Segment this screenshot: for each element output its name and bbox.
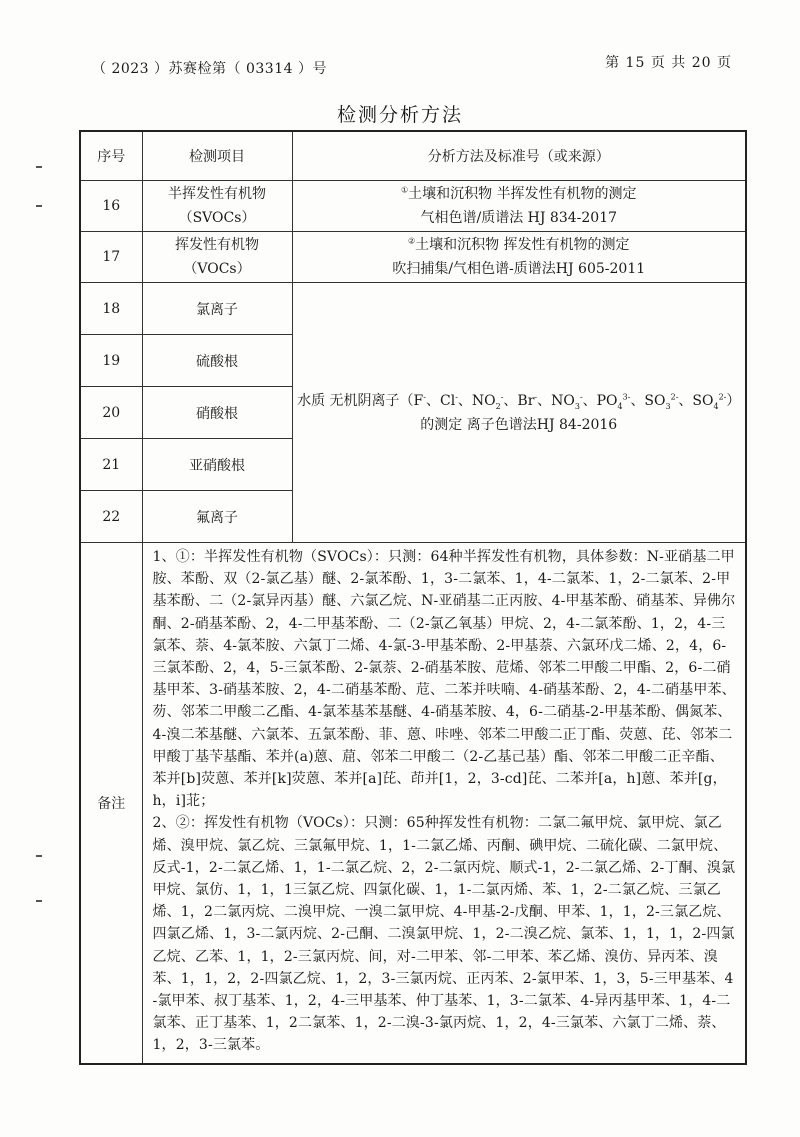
- method-cell: [292, 232, 746, 283]
- table-row: [80, 181, 746, 232]
- header-no: 序号: [80, 131, 142, 181]
- ion-method-line-2: 的测定 离子色谱法HJ 84-2016: [420, 416, 618, 433]
- row-number: 22: [80, 491, 142, 543]
- test-item: 硝酸根: [142, 387, 292, 439]
- table-row: [80, 283, 746, 335]
- remark-svocs: 1、①：半挥发性有机物（SVOCs）：只测：64种半挥发性有机物，具体参数：N-亚硝基二甲胺、苯酚、双（2-氯乙基）醚、2-氯苯酚、1，3-二氯苯、1，4-二氯苯、1，2-二氯苯、2-甲基苯酚、二（2-氯异丙基）醚、六氯乙烷、N-亚硝基二正丙胺、4-甲基苯酚、硝基苯、异佛尔酮、2-硝基苯酚、2，4-二甲基苯酚、二（2-氯乙氧基）甲烷、2，4-二氯苯酚、1，2，4-三氯苯、萘、4-氯苯胺、六氯丁二烯、4-氯-3-甲基苯酚、2-甲基萘、六氯环戊二烯、2，4，6-三氯苯酚、2，4，5-三氯苯酚、2-氯萘、2-硝基苯胺、苊烯、邻苯二甲酸二甲酯、2，6-二硝基甲苯、3-硝基苯胺、2，4-二硝基苯酚、苊、二苯并呋喃、4-硝基苯酚、2，4-二硝基甲苯、芴、邻苯二甲酸二乙酯、4-氯苯基苯基醚、4-硝基苯胺、4，6-二硝基-2-甲基苯酚、偶氮苯、4-溴二苯基醚、六氯苯、五氯苯酚、菲、蒽、咔唑、邻苯二甲酸二正丁酯、荧蒽、芘、邻苯二甲酸丁基苄基酯、苯并(a)蒽、䓛、邻苯二甲酸二（2-乙基己基）酯、邻苯二甲酸二正辛酯、苯并[b]荧蒽、苯并[k]荧蒽、苯并[a]芘、茚并[1，2，3-cd]芘、二苯并[a，h]蒽、苯并[g，h，i]苝；: [152, 549, 736, 810]
- test-item: 氯离子: [142, 283, 292, 335]
- remark-vocs: 2、②：挥发性有机物（VOCs）：只测：65种挥发性有机物：二氯二氟甲烷、氯甲烷、氯乙烯、溴甲烷、氯乙烷、三氯氟甲烷、1，1-二氯乙烯、丙酮、碘甲烷、二硫化碳、二氯甲烷、反式-1，2-二氯乙烯、1，1-二氯乙烷、2，2-二氯丙烷、顺式-1，2-二氯乙烯、2-丁酮、溴氯甲烷、氯仿、1，1，1三氯乙烷、四氯化碳、1，1-二氯丙烯、苯、1，2-二氯乙烷、三氯乙烯、1，2二氯丙烷、二溴甲烷、一溴二氯甲烷、4-甲基-2-戊酮、甲苯、1，1，2-三氯乙烷、四氯乙烯、1，3-二氯丙烷、2-己酮、二溴氯甲烷、1，2-二溴乙烷、氯苯、1，1，1，2-四氯乙烷、乙苯、1，1，2-三氯丙烷、间，对-二甲苯、邻-二甲苯、苯乙烯、溴仿、异丙苯、溴苯、1，1，2，2-四氯乙烷、1，2，3-三氯丙烷、正丙苯、2-氯甲苯、1，3，5-三甲基苯、4-氯甲苯、叔丁基苯、1，2，4-三甲基苯、仲丁基苯、1，3-二氯苯、4-异丙基甲苯、1，4-二氯苯、正丁基苯、1，2二氯苯、1，2-二溴-3-氯丙烷、1，2，4-三氯苯、六氯丁二烯、萘、1，2，3-三氯苯。: [152, 815, 736, 1054]
- row-number: 19: [80, 335, 142, 387]
- test-item-abbr: （SVOCs）: [178, 210, 256, 226]
- remarks-row: [80, 543, 746, 1064]
- method-line-2: 气相色谱/质谱法 HJ 834-2017: [420, 210, 618, 226]
- report-number: （ 2023 ）苏赛检第（ 03314 ）号: [92, 61, 327, 77]
- margin-mark: [36, 166, 42, 168]
- test-item-name: 挥发性有机物: [175, 237, 259, 253]
- footnote-mark: ①: [400, 185, 409, 195]
- test-item-abbr: （VOCs）: [183, 261, 251, 277]
- method-line-2: 吹扫捕集/气相色谱-质谱法HJ 605-2011: [392, 261, 646, 277]
- table-row: [80, 232, 746, 283]
- remarks-label: 备注: [80, 543, 142, 1064]
- table-header-row: [80, 131, 746, 181]
- margin-mark: [36, 900, 42, 902]
- method-cell: [292, 181, 746, 232]
- header-item: 检测项目: [142, 131, 292, 181]
- test-item-name: 半挥发性有机物: [168, 186, 266, 202]
- row-number: 18: [80, 283, 142, 335]
- test-item: 硫酸根: [142, 335, 292, 387]
- margin-mark: [36, 205, 42, 207]
- test-item: [142, 232, 292, 283]
- row-number: 20: [80, 387, 142, 439]
- page-title: 检测分析方法: [336, 104, 463, 126]
- test-item: 氟离子: [142, 491, 292, 543]
- ion-method-cell: [292, 283, 746, 543]
- method-line-1: 土壤和沉积物 挥发性有机物的测定: [415, 237, 630, 253]
- test-item: 亚硝酸根: [142, 439, 292, 491]
- row-number: 21: [80, 439, 142, 491]
- method-table: [79, 130, 747, 1065]
- test-item: [142, 181, 292, 232]
- ion-method-line-1: 水质 无机阴离子（F-、Cl-、$NO_2^-$、Br-、$NO_3^-$、$PO_4^{3-}$、$SO_3^{2-}$、$SO_4^{2-}$）: [297, 391, 741, 411]
- row-number: 17: [80, 232, 142, 283]
- margin-mark: [36, 855, 42, 857]
- method-line-1: 土壤和沉积物 半挥发性有机物的测定: [408, 186, 637, 202]
- row-number: 16: [80, 181, 142, 232]
- header-method: 分析方法及标准号（或来源）: [292, 131, 746, 181]
- remarks-body: [142, 543, 746, 1064]
- page-counter: 第 15 页 共 20 页: [605, 55, 732, 71]
- footnote-mark: ②: [407, 236, 416, 246]
